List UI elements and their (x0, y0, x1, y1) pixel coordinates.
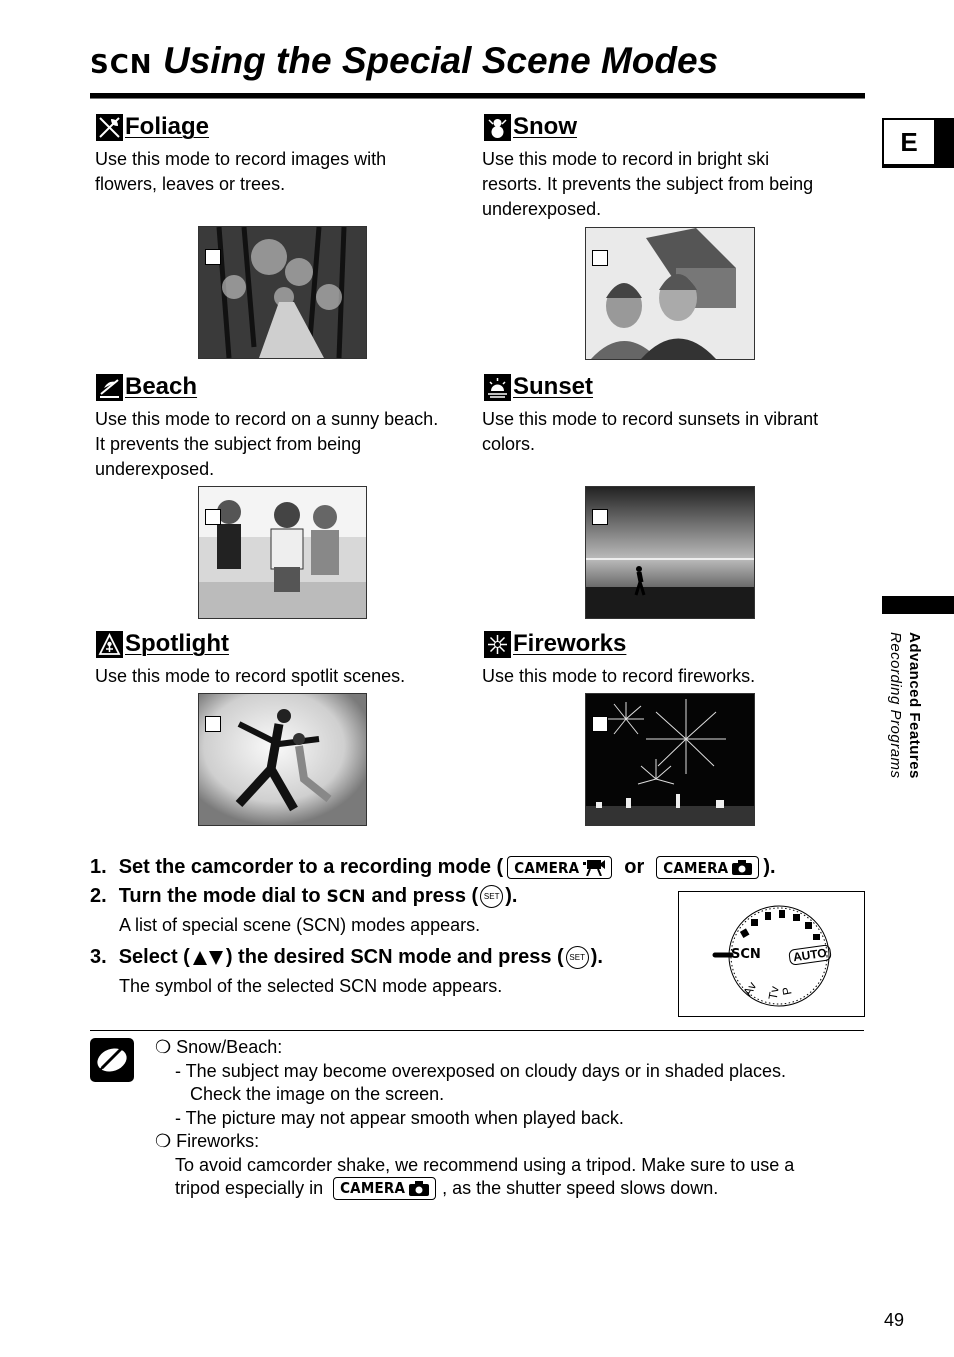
step-1 (90, 856, 776, 879)
mode-title: Spotlight (125, 630, 229, 657)
snow-icon (484, 114, 511, 141)
page-title: Using the Special Scene Modes (163, 40, 719, 81)
step-text-end: ). (505, 885, 518, 907)
page-number: 49 (884, 1310, 905, 1330)
camera-photo-mode-badge (656, 856, 759, 879)
note-heading: Snow/Beach: (176, 1037, 283, 1057)
step-2 (90, 885, 517, 908)
mode-heading-fireworks (484, 630, 626, 658)
beach-photo (198, 486, 367, 619)
step-number: 1. (90, 856, 107, 878)
section-name: Advanced Features (906, 632, 923, 779)
mode-heading-beach (96, 373, 197, 401)
mode-title: Beach (125, 373, 198, 400)
step-number: 3. (90, 946, 107, 968)
fireworks-photo (585, 693, 755, 826)
note-snow-beach-heading (155, 1036, 794, 1060)
spotlight-badge-icon (205, 716, 221, 732)
dial-auto-label: AUTO (788, 944, 832, 966)
mode-description-foliage (95, 147, 475, 197)
section-label (878, 632, 928, 802)
desc-line: Use this mode to record images with (95, 149, 387, 169)
mode-heading-snow (484, 113, 577, 141)
spotlight-photo (198, 693, 367, 826)
step-3 (90, 946, 603, 969)
note-line (155, 1177, 794, 1201)
section-tab-bar (882, 596, 954, 614)
mode-title: Sunset (513, 373, 594, 400)
desc-line: flowers, leaves or trees. (95, 174, 286, 194)
still-camera-icon (409, 1181, 429, 1196)
mode-title: Foliage (125, 113, 210, 140)
mode-heading-foliage (96, 113, 209, 141)
desc-line: Use this mode to record on a sunny beach. (95, 409, 439, 429)
note-line: To avoid camcorder shake, we recommend using a tripod. Make sure to use a (175, 1154, 795, 1175)
mode-title: Fireworks (513, 630, 627, 657)
sunset-icon (484, 374, 511, 401)
fireworks-badge-icon (592, 716, 608, 732)
subsection-name: Recording Programs (887, 632, 904, 779)
mode-description-sunset (482, 407, 862, 457)
camera-video-mode-badge (507, 856, 612, 879)
step-or: or (624, 856, 645, 878)
beach-icon (96, 374, 123, 401)
up-down-arrows-icon (192, 950, 224, 966)
scn-tag: SCN (90, 50, 153, 80)
dial-scn-label: SCN (731, 947, 761, 962)
desc-line: Use this mode to record in bright ski (482, 149, 770, 169)
bullet-circle-icon: ❍ (155, 1037, 172, 1057)
step-text-end: ). (590, 946, 603, 968)
step-text: ) the desired SCN mode and press ( (225, 946, 564, 968)
step-text: and press ( (371, 885, 479, 907)
step-text: Select ( (118, 946, 190, 968)
spotlight-icon (96, 631, 123, 658)
set-button-icon: SET (566, 946, 589, 969)
camera-label: CAMERA (340, 1179, 406, 1197)
mode-description-beach (95, 407, 475, 482)
camera-label: CAMERA (663, 858, 729, 877)
title-rule (90, 93, 865, 99)
foliage-photo (198, 226, 367, 359)
mode-title: Snow (513, 113, 577, 140)
note-line: Check the image on the screen. (190, 1084, 445, 1104)
notes-divider (90, 1030, 864, 1031)
desc-line: underexposed. (482, 199, 602, 219)
set-button-icon: SET (480, 885, 503, 908)
note-fireworks-heading (155, 1130, 794, 1154)
mode-description-fireworks (482, 664, 862, 689)
dial-tv-label: Tv (765, 985, 782, 1001)
desc-line: It prevents the subject from being (95, 434, 362, 454)
dial-p-label: P (779, 985, 795, 997)
desc-line: colors. (482, 434, 536, 454)
mode-description-snow (482, 147, 862, 222)
mode-heading-spotlight (96, 630, 229, 658)
camera-label: CAMERA (514, 858, 580, 877)
step-text-end: ). (763, 856, 776, 878)
desc-line: Use this mode to record sunsets in vibrant (482, 409, 819, 429)
sunset-photo (585, 486, 755, 619)
note-text: tripod especially in (175, 1178, 324, 1198)
scn-symbol: SCN (326, 886, 366, 907)
beach-badge-icon (205, 509, 221, 525)
mode-heading-sunset (484, 373, 593, 401)
sunset-badge-icon (592, 509, 608, 525)
desc-line: underexposed. (95, 459, 215, 479)
language-tab-letter: E (884, 120, 934, 164)
step-3-result: The symbol of the selected SCN mode appears. (119, 976, 503, 996)
mode-dial-illustration (678, 891, 865, 1017)
note-icon (90, 1038, 134, 1082)
mode-description-spotlight (95, 664, 475, 689)
step-2-result: A list of special scene (SCN) modes appears. (119, 915, 481, 935)
dial-av-label: Av (740, 979, 760, 999)
desc-line: Use this mode to record fireworks. (482, 666, 756, 686)
note-text: , as the shutter speed slows down. (442, 1178, 719, 1198)
movie-camera-icon (583, 860, 605, 876)
snow-photo (585, 227, 755, 360)
fireworks-icon (484, 631, 511, 658)
note-line: - The subject may become overexposed on cloudy days or in shaded places. (175, 1060, 787, 1081)
desc-line: resorts. It prevents the subject from being (482, 174, 814, 194)
note-heading: Fireworks: (176, 1131, 260, 1151)
camera-photo-mode-badge (333, 1177, 436, 1200)
language-tab (882, 118, 954, 168)
step-number: 2. (90, 885, 107, 907)
desc-line: Use this mode to record spotlit scenes. (95, 666, 406, 686)
foliage-badge-icon (205, 249, 221, 265)
bullet-circle-icon: ❍ (155, 1131, 172, 1151)
note-line: - The picture may not appear smooth when played back. (175, 1107, 624, 1128)
step-text: Turn the mode dial to (118, 885, 321, 907)
notes-block (155, 1036, 794, 1201)
still-camera-icon (732, 860, 752, 875)
foliage-icon (96, 114, 123, 141)
snow-badge-icon (592, 250, 608, 266)
step-text: Set the camcorder to a recording mode ( (118, 856, 504, 878)
